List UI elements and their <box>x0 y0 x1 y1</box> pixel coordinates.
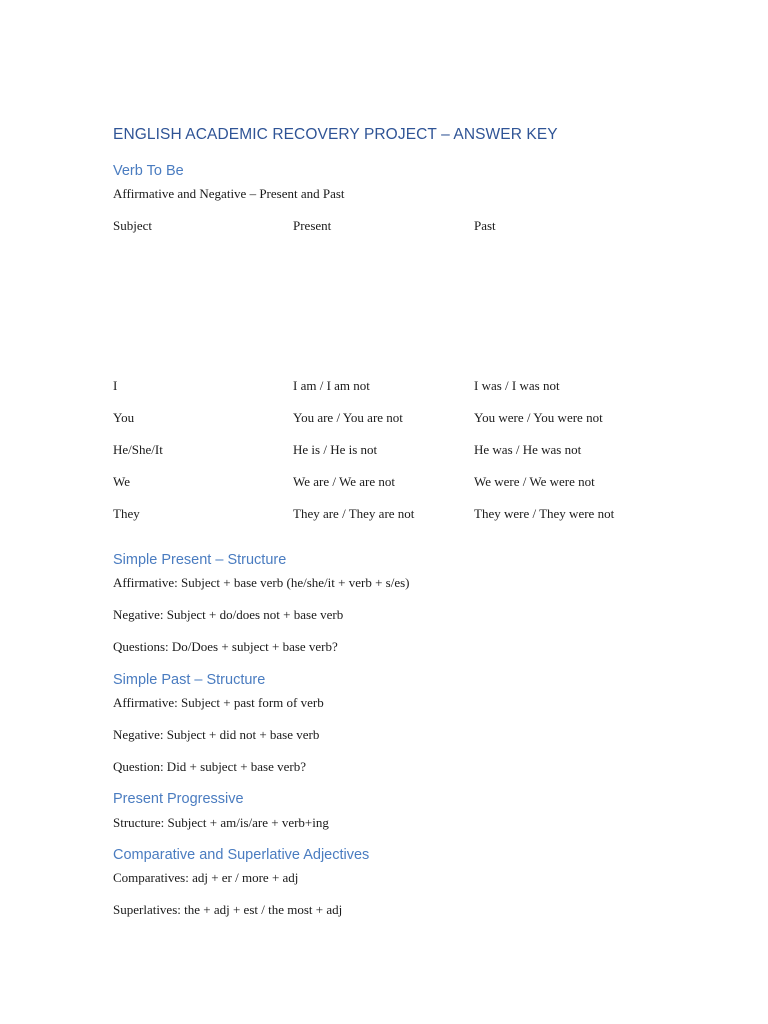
table-cell-present: You are / You are not <box>293 410 403 425</box>
table-cell-present: He is / He is not <box>293 442 378 457</box>
adjectives-superlatives: Superlatives: the + adj + est / the most + adj <box>113 902 343 917</box>
heading-verb-to-be: Verb To Be <box>113 163 184 179</box>
header-subject: Subject <box>113 218 152 233</box>
heading-adjectives: Comparative and Superlative Adjectives <box>113 847 370 863</box>
header-past: Past <box>474 218 496 233</box>
table-cell-present: They are / They are not <box>293 506 415 521</box>
table-cell-past: They were / They were not <box>474 506 615 521</box>
heading-present-progressive: Present Progressive <box>113 791 244 807</box>
verb-to-be-subtitle: Affirmative and Negative – Present and Past <box>113 186 345 201</box>
table-cell-subject: They <box>113 506 140 521</box>
heading-simple-past: Simple Past – Structure <box>113 672 266 688</box>
simple-present-negative: Negative: Subject + do/does not + base verb <box>113 607 344 622</box>
table-cell-present: We are / We are not <box>293 474 395 489</box>
document-title: ENGLISH ACADEMIC RECOVERY PROJECT – ANSWER KEY <box>113 126 558 143</box>
simple-past-question: Question: Did + subject + base verb? <box>113 759 307 774</box>
table-cell-past: He was / He was not <box>474 442 582 457</box>
simple-past-negative: Negative: Subject + did not + base verb <box>113 727 320 742</box>
table-cell-subject: He/She/It <box>113 442 163 457</box>
table-cell-past: We were / We were not <box>474 474 595 489</box>
present-progressive-structure: Structure: Subject + am/is/are + verb+ing <box>113 815 329 830</box>
header-present: Present <box>293 218 332 233</box>
table-cell-past: I was / I was not <box>474 378 560 393</box>
simple-present-affirmative: Affirmative: Subject + base verb (he/she/it + verb + s/es) <box>113 575 410 590</box>
heading-simple-present: Simple Present – Structure <box>113 552 287 568</box>
simple-past-affirmative: Affirmative: Subject + past form of verb <box>113 695 324 710</box>
table-cell-subject: You <box>113 410 135 425</box>
table-cell-subject: We <box>113 474 130 489</box>
table-cell-subject: I <box>113 378 118 393</box>
adjectives-comparatives: Comparatives: adj + er / more + adj <box>113 870 299 885</box>
table-cell-past: You were / You were not <box>474 410 603 425</box>
table-cell-present: I am / I am not <box>293 378 370 393</box>
simple-present-questions: Questions: Do/Does + subject + base verb? <box>113 639 338 654</box>
